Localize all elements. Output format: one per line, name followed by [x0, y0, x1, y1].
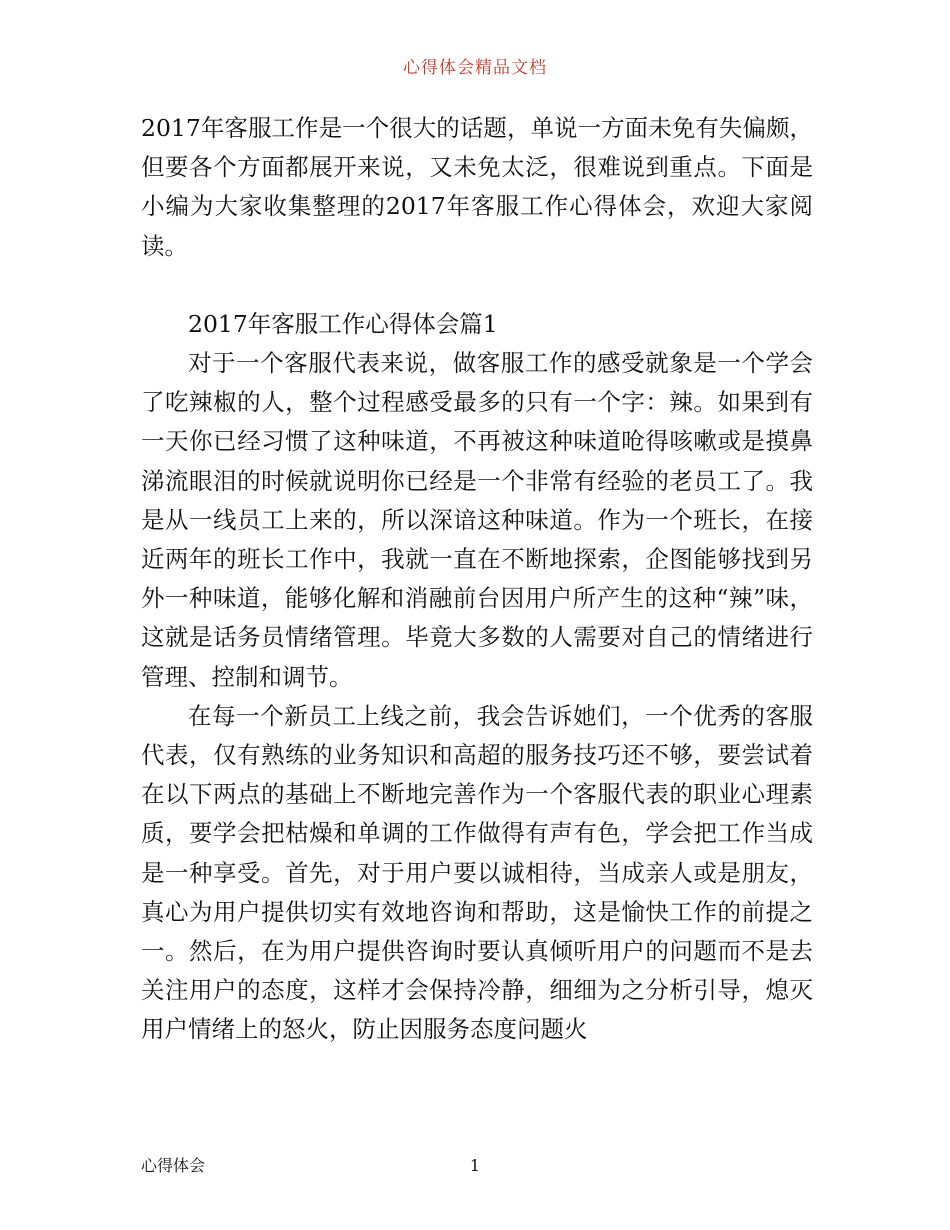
body-paragraph-2: 在每一个新员工上线之前，我会告诉她们，一个优秀的客服代表，仅有熟练的业务知识和高超的服务技巧还不够，要尝试着在以下两点的基础上不断地完善作为一个客服代表的职业心理素质，要学会把枯燥和单调的工作做得有声有色，学会把工作当成是一种享受。首先，对于用户要以诚相待，当成亲人或是朋友，真心为用户提供切实有效地咨询和帮助，这是愉快工作的前提之一。然后，在为用户提供咨询时要认真倾听用户的问题而不是去关注用户的态度，这样才会保持冷静，细细为之分析引导，熄灭用户情绪上的怒火，防止因服务态度问题火 — [141, 701, 813, 1044]
footer-label: 心得体会 — [141, 1156, 206, 1175]
page-number: 1 — [469, 1156, 481, 1175]
section-title: 2017年客服工作心得体会篇1 — [188, 309, 498, 338]
document-body — [141, 109, 813, 1050]
body-paragraph-1: 对于一个客服代表来说，做客服工作的感受就象是一个学会了吃辣椒的人，整个过程感受最多的只有一个字：辣。如果到有一天你已经习惯了这种味道，不再被这种味道呛得咳嗽或是摸鼻涕流眼泪的时候就说明你已经是一个非常有经验的老员工了。我是从一线员工上来的，所以深谙这种味道。作为一个班长，在接近两年的班长工作中，我就一直在不断地探索，企图能够找到另外一种味道，能够化解和消融前台因用户所产生的这种“辣”味，这就是话务员情绪管理。毕竟大多数的人需要对自己的情绪进行管理、控制和调节。 — [141, 349, 813, 691]
page-header: 心得体会精品文档 — [403, 58, 547, 78]
intro-paragraph: 2017年客服工作是一个很大的话题，单说一方面未免有失偏颇，但要各个方面都展开来说，又未免太泛，很难说到重点。下面是小编为大家收集整理的2017年客服工作心得体会，欢迎大家阅读。 — [141, 114, 813, 260]
